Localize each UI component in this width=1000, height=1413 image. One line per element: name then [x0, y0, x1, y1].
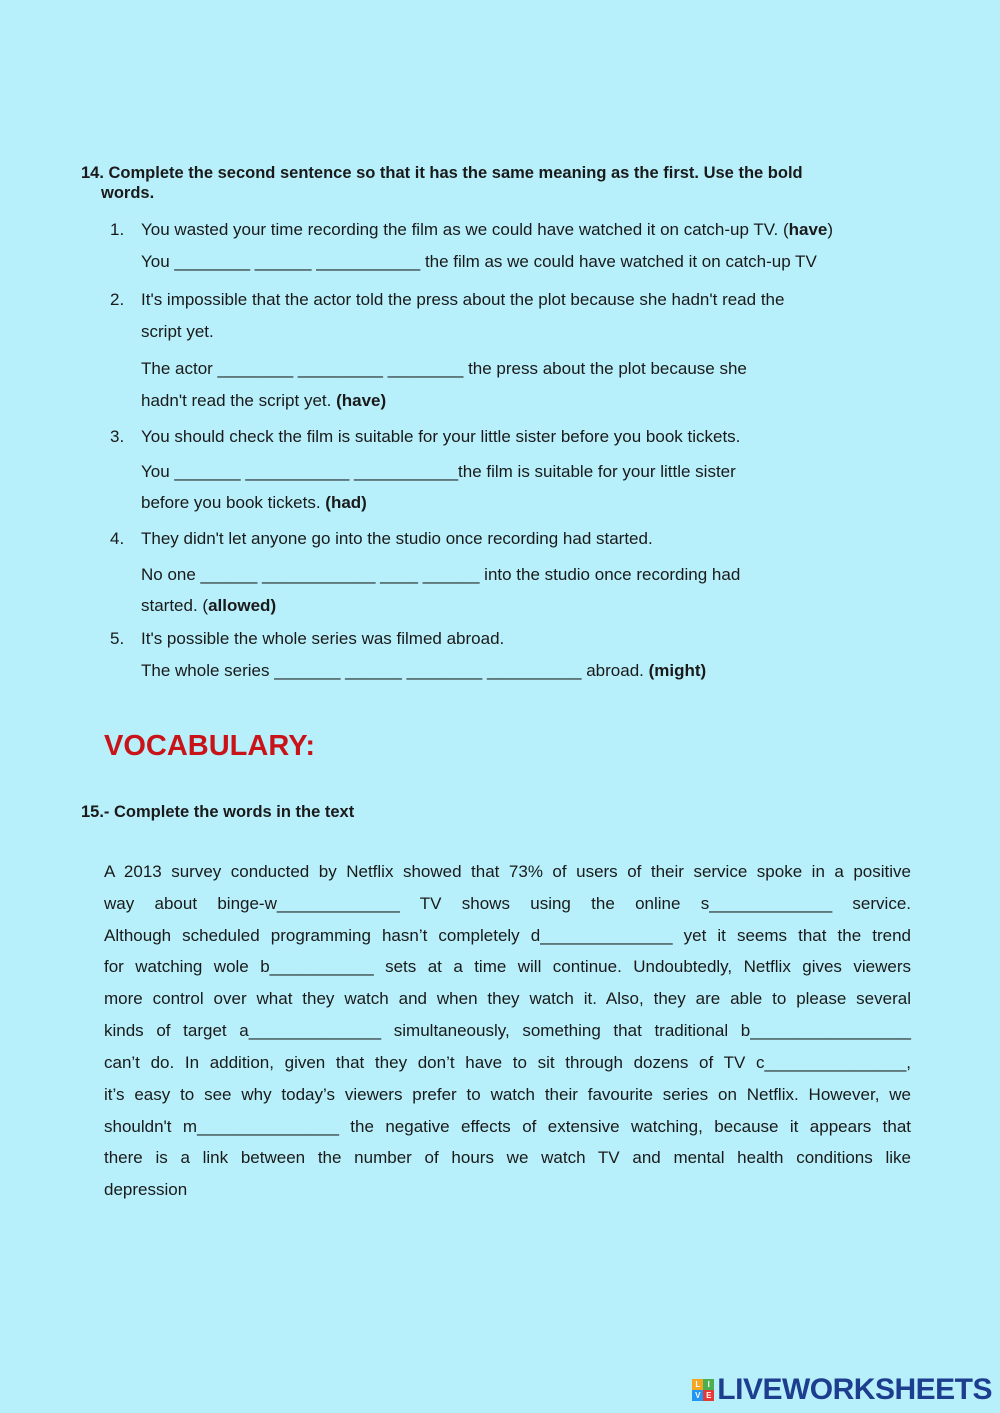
- item-5-sentence: It's possible the whole series was filmed abroad.: [141, 629, 505, 648]
- item-2-sentence: It's impossible that the actor told the press about the plot because she hadn't read the: [141, 290, 785, 309]
- item-1-text-end: ): [827, 220, 834, 239]
- logo-tile: L: [692, 1379, 703, 1390]
- item-1-sentence: [141, 220, 833, 240]
- paragraph-line: A 2013 survey conducted by Netflix showed that 73% of users of their service spoke in a positive: [104, 862, 911, 881]
- paragraph-line: it’s easy to see why today’s viewers prefer to watch their favourite series on Netflix. However, we: [104, 1085, 911, 1104]
- paragraph-line[interactable]: for watching wole b___________ sets at a time will continue. Undoubtedly, Netflix gives viewers: [104, 957, 911, 976]
- item-3-answer-line[interactable]: You _______ ___________ ___________the film is suitable for your little sister: [141, 462, 736, 481]
- item-2-answer-cont: [141, 391, 386, 411]
- item-1-answer-line[interactable]: You ________ ______ ___________ the film as we could have watched it on catch-up TV: [141, 252, 817, 271]
- exercise-15-heading: 15.- Complete the words in the text: [81, 803, 355, 821]
- paragraph-line: there is a link between the number of hours we watch TV and mental health conditions like: [104, 1148, 911, 1167]
- item-3-answer-cont: [141, 493, 367, 513]
- logo-tile: V: [692, 1390, 703, 1401]
- item-2-answer-line[interactable]: The actor ________ _________ ________ the press about the plot because she: [141, 359, 747, 378]
- paragraph-line: depression: [104, 1180, 188, 1199]
- item-number: 2.: [110, 290, 125, 309]
- item-4-text: started. (: [141, 596, 209, 615]
- item-4-keyword: allowed): [208, 596, 277, 615]
- item-2-keyword: (have): [336, 391, 387, 410]
- paragraph-line[interactable]: shouldn't m_______________ the negative effects of extensive watching, because it appears that: [104, 1117, 911, 1136]
- item-number: 5.: [110, 629, 125, 648]
- item-5-text: The whole series _______ ______ ________ __________ abroad.: [141, 661, 649, 680]
- item-1-text: You wasted your time recording the film as we could have watched it on catch-up TV. (: [141, 220, 789, 239]
- paragraph-line[interactable]: way about binge-w_____________ TV shows using the online s_____________ service.: [104, 894, 911, 913]
- item-number: 1.: [110, 220, 125, 239]
- item-2-sentence-cont: script yet.: [141, 322, 214, 341]
- item-5-answer-line[interactable]: [141, 661, 706, 681]
- item-3-text: before you book tickets.: [141, 493, 326, 512]
- liveworksheets-logo-icon: [692, 1379, 714, 1401]
- logo-text: LIVEWORKSHEETS: [717, 1373, 992, 1406]
- item-3-keyword: (had): [325, 493, 367, 512]
- exercise-14-heading-line1: 14. Complete the second sentence so that it has the same meaning as the first. Use the bold: [81, 164, 803, 182]
- vocabulary-title: VOCABULARY:: [104, 730, 316, 762]
- paragraph-line[interactable]: kinds of target a______________ simultaneously, something that traditional b_________________: [104, 1021, 911, 1040]
- logo-tile: I: [703, 1379, 714, 1390]
- paragraph-line: more control over what they watch and when they watch it. Also, they are able to please several: [104, 989, 911, 1008]
- item-1-keyword: have: [788, 220, 828, 239]
- paragraph-line[interactable]: can’t do. In addition, given that they don’t have to sit through dozens of TV c_______________,: [104, 1053, 911, 1072]
- item-4-answer-line[interactable]: No one ______ ____________ ____ ______ into the studio once recording had: [141, 565, 741, 584]
- item-4-answer-cont: [141, 596, 276, 616]
- item-3-sentence: You should check the film is suitable for your little sister before you book tickets.: [141, 427, 741, 446]
- item-number: 4.: [110, 529, 125, 548]
- exercise-14-heading-line2: words.: [101, 184, 155, 202]
- item-5-keyword: (might): [648, 661, 707, 680]
- liveworksheets-logo: [692, 1373, 992, 1407]
- item-4-sentence: They didn't let anyone go into the studio once recording had started.: [141, 529, 653, 548]
- exercise-14-heading: [81, 163, 803, 203]
- item-number: 3.: [110, 427, 125, 446]
- logo-tile: E: [703, 1390, 714, 1401]
- paragraph-line[interactable]: Although scheduled programming hasn’t completely d______________ yet it seems that the trend: [104, 926, 911, 945]
- item-2-text: hadn't read the script yet.: [141, 391, 337, 410]
